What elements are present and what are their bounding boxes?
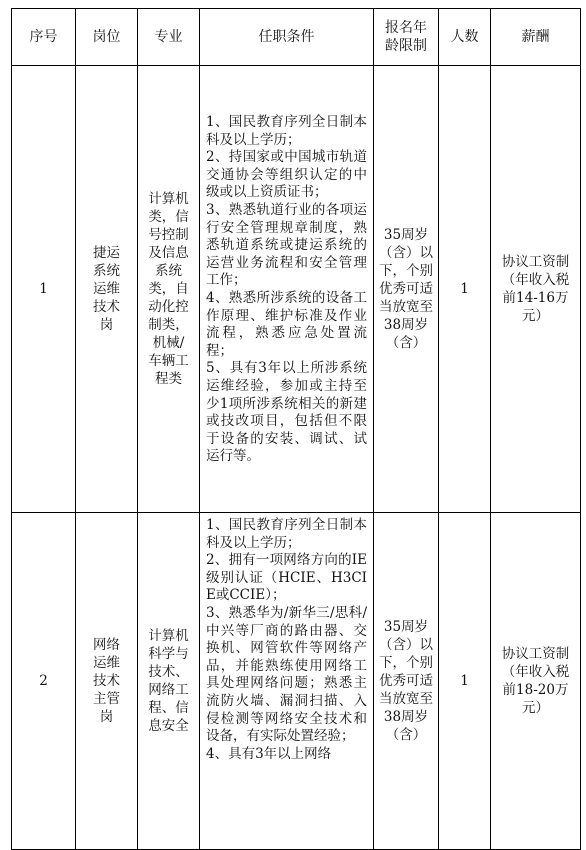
row-post-text: 捷运系统运维技术岗	[93, 245, 120, 333]
condition-item: 4、熟悉所涉系统的设备工作原理、维护标准及作业流程，熟悉应急处置流程；	[206, 290, 367, 359]
row-age	[374, 513, 439, 850]
header-row	[12, 9, 581, 66]
row-no: 2	[12, 513, 76, 850]
row-conditions	[200, 513, 374, 850]
row-major-text: 计算机类，信号控制及信息系统类，自动化控制类，机械/车辆工程类	[148, 191, 189, 387]
row-salary-text: 协议工资制（年收入税前14-16万元）	[501, 254, 570, 324]
header-count: 人数	[439, 9, 491, 66]
header-major: 专业	[138, 9, 200, 66]
row-post	[76, 66, 138, 513]
row-major	[138, 513, 200, 850]
row-age-text: 35周岁（含）以下，个别优秀可适当放宽至38周岁（含）	[379, 227, 433, 351]
condition-item: 4、具有3年以上网络	[206, 745, 332, 762]
header-no: 序号	[12, 9, 76, 66]
header-age-text: 报名年龄限制	[385, 20, 427, 54]
condition-item: 1、国民教育序列全日制本科及以上学历；	[206, 114, 367, 148]
header-age	[374, 9, 439, 66]
row-salary-text: 协议工资制（年收入税前18-20万元）	[501, 646, 570, 716]
table-row	[12, 513, 581, 850]
row-age-text: 35周岁（含）以下，个别优秀可适当放宽至38周岁（含）	[379, 619, 433, 743]
row-count: 1	[439, 66, 491, 513]
table-row	[12, 66, 581, 513]
condition-item: 2、拥有一项网络方向的IE级别认证（HCIE、H3CIE或CCIE）；	[206, 552, 367, 604]
recruitment-table	[11, 8, 581, 850]
header-salary: 薪酬	[491, 9, 581, 66]
row-no: 1	[12, 66, 76, 513]
row-post-text: 网络运维技术主管岗	[93, 637, 120, 725]
condition-item: 3、熟悉华为/新华三/思科/中兴等厂商的路由器、交换机、网管软件等网络产品，并能熟练使用网络工具处理网络问题；熟悉主流防火墙、漏洞扫描、入侵检测等网络安全技术和设备，有实际处置经验；	[206, 604, 367, 745]
condition-item: 1、国民教育序列全日制本科及以上学历；	[206, 517, 367, 551]
row-post	[76, 513, 138, 850]
row-salary	[491, 513, 581, 850]
row-major	[138, 66, 200, 513]
header-conditions: 任职条件	[200, 9, 374, 66]
row-age	[374, 66, 439, 513]
row-conditions	[200, 66, 374, 513]
condition-item: 3、熟悉轨道行业的各项运行安全管理规章制度，熟悉轨道系统或捷运系统的运营业务流程和安全管理工作；	[206, 202, 367, 289]
condition-item: 5、具有3年以上所涉系统运维经验，参加或主持至少1项所涉系统相关的新建或技改项目，包括但不限于设备的安装、调试、试运行等。	[206, 360, 367, 465]
row-salary	[491, 66, 581, 513]
condition-item: 2、持国家或中国城市轨道交通协会等组织认定的中级或以上资质证书；	[206, 149, 367, 201]
row-major-text: 计算机科学与技术、网络工程、信息安全	[148, 628, 189, 734]
header-post: 岗位	[76, 9, 138, 66]
row-count: 1	[439, 513, 491, 850]
